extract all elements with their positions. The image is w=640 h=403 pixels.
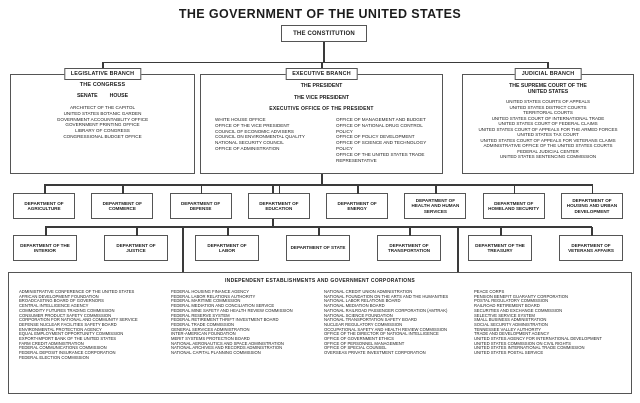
judicial-court-item: FEDERAL JUDICIAL CENTER xyxy=(517,148,579,154)
agency-item: FEDERAL LABOR RELATIONS AUTHORITY xyxy=(171,293,256,299)
independent-agencies-column-1 xyxy=(19,290,138,361)
connector-line xyxy=(44,184,593,186)
judicial-court-item: UNITED STATES SENTENCING COMMISSION xyxy=(499,154,597,159)
independent-agencies-column-3 xyxy=(324,290,448,356)
department-box: DEPARTMENT OF COMMERCE xyxy=(91,193,153,219)
judicial-court-item: UNITED STATES TAX COURT xyxy=(517,132,579,137)
department-box: DEPARTMENT OF JUSTICE xyxy=(104,235,168,261)
agency-item: PENSION BENEFIT GUARANTY CORPORATION xyxy=(474,293,568,299)
connector-line xyxy=(321,174,323,184)
agency-item: NATIONAL RAILROAD PASSENGER CORPORATION (AMTRAK) xyxy=(324,307,448,313)
congress-heading: THE CONGRESS xyxy=(79,82,126,88)
department-box: DEPARTMENT OF LABOR xyxy=(195,235,259,261)
agency-item: MERIT SYSTEMS PROTECTION BOARD xyxy=(171,336,250,342)
executive-office-columns xyxy=(201,112,442,163)
judicial-court-list xyxy=(463,99,633,160)
independent-agencies-heading: INDEPENDENT ESTABLISHMENTS AND GOVERNMENT CORPORATIONS xyxy=(224,278,415,284)
executive-office-item: COUNCIL ON ENVIRONMENTAL QUALITY xyxy=(215,134,305,140)
vice-president-heading: THE VICE PRESIDENT xyxy=(293,95,350,101)
department-box: DEPARTMENT OF HOMELAND SECURITY xyxy=(483,193,545,219)
agency-item: POSTAL REGULATORY COMMISSION xyxy=(474,298,549,304)
senate-label: SENATE xyxy=(76,93,98,99)
agency-item: PEACE CORPS xyxy=(474,289,505,294)
department-box: DEPARTMENT OF THE INTERIOR xyxy=(13,235,77,261)
agency-item: DEFENSE NUCLEAR FACILITIES SAFETY BOARD xyxy=(19,321,117,327)
judicial-court-item: UNITED STATES COURT OF FEDERAL CLAIMS xyxy=(498,121,598,126)
agency-item: SOCIAL SECURITY ADMINISTRATION xyxy=(474,321,548,327)
agency-item: NATIONAL MEDIATION BOARD xyxy=(324,303,385,309)
agency-item: TRADE AND DEVELOPMENT AGENCY xyxy=(474,331,550,337)
executive-office-item: COUNCIL OF ECONOMIC ADVISERS xyxy=(215,128,294,134)
executive-office-item: OFFICE OF SCIENCE AND TECHNOLOGY POLICY xyxy=(336,140,427,151)
department-box: DEPARTMENT OF HOUSING AND URBAN DEVELOPMENT xyxy=(561,193,623,219)
judicial-court-item: UNITED STATES COURT OF INTERNATIONAL TRADE xyxy=(491,115,605,121)
independent-agencies-column-4 xyxy=(474,290,602,356)
agency-item: INTER-AMERICAN FOUNDATION xyxy=(171,331,236,337)
department-box: DEPARTMENT OF VETERANS AFFAIRS xyxy=(559,235,623,261)
connector-line xyxy=(102,62,548,64)
agency-item: FEDERAL ELECTION COMMISSION xyxy=(19,354,89,360)
agency-item: UNITED STATES AGENCY FOR INTERNATIONAL DEVELOPMENT xyxy=(474,336,602,342)
executive-office-right-column xyxy=(336,117,430,163)
agency-item: TENNESSEE VALLEY AUTHORITY xyxy=(474,326,542,332)
judicial-court-item: ADMINISTRATIVE OFFICE OF THE UNITED STATES COURTS xyxy=(483,143,613,148)
agency-item: OFFICE OF GOVERNMENT ETHICS xyxy=(324,336,394,342)
department-box: DEPARTMENT OF STATE xyxy=(286,235,350,261)
agency-item: SECURITIES AND EXCHANGE COMMISSION xyxy=(474,307,563,313)
agency-item: FEDERAL MINE SAFETY AND HEALTH REVIEW COMMISSION xyxy=(171,307,293,313)
agency-item: CONSUMER PRODUCT SAFETY COMMISSION xyxy=(19,312,112,318)
eop-heading: EXECUTIVE OFFICE OF THE PRESIDENT xyxy=(269,106,374,112)
agency-item: NATIONAL CAPITAL PLANNING COMMISSION xyxy=(171,350,261,356)
agency-item: SELECTIVE SERVICE SYSTEM xyxy=(474,312,535,318)
agency-item: FEDERAL MARITIME COMMISSION xyxy=(171,298,241,304)
agency-item: OVERSEAS PRIVATE INVESTMENT CORPORATION xyxy=(324,350,426,356)
agency-item: ADMINISTRATIVE CONFERENCE OF THE UNITED STATES xyxy=(19,289,135,294)
agency-item: ENVIRONMENTAL PROTECTION AGENCY xyxy=(19,326,102,332)
agency-item: FARM CREDIT ADMINISTRATION xyxy=(19,340,84,346)
agency-item: AFRICAN DEVELOPMENT FOUNDATION xyxy=(19,293,99,299)
constitution-box: THE CONSTITUTION xyxy=(281,25,367,42)
agency-item: SMALL BUSINESS ADMINISTRATION xyxy=(474,317,547,323)
legislative-agency-item: ARCHITECT OF THE CAPITOL xyxy=(69,105,136,110)
legislative-agency-list xyxy=(11,105,194,140)
legislative-agency-item: CONGRESSIONAL BUDGET OFFICE xyxy=(63,133,142,139)
agency-item: UNITED STATES COMMISSION ON CIVIL RIGHTS xyxy=(474,340,571,346)
judicial-court-item: UNITED STATES COURT OF APPEALS FOR VETERANS CLAIMS xyxy=(480,137,616,143)
executive-office-item: OFFICE OF THE UNITED STATES TRADE REPRESENTATIVE xyxy=(336,151,425,163)
agency-item: NATIONAL TRANSPORTATION SAFETY BOARD xyxy=(324,317,417,323)
page-title: THE GOVERNMENT OF THE UNITED STATES xyxy=(178,7,462,21)
agency-item: FEDERAL TRADE COMMISSION xyxy=(171,321,235,327)
connector-line xyxy=(323,42,325,62)
agency-item: NUCLEAR REGULATORY COMMISSION xyxy=(324,321,403,327)
legislative-branch-label: LEGISLATIVE BRANCH xyxy=(64,68,141,80)
agency-item: EQUAL EMPLOYMENT OPPORTUNITY COMMISSION xyxy=(19,331,124,337)
agency-item: CENTRAL INTELLIGENCE AGENCY xyxy=(19,303,89,309)
judicial-court-item: UNITED STATES DISTRICT COURTS xyxy=(509,104,587,110)
agency-item: RAILROAD RETIREMENT BOARD xyxy=(474,303,540,309)
judicial-court-item: UNITED STATES COURTS OF APPEALS xyxy=(505,99,591,104)
judicial-branch-box xyxy=(462,71,634,174)
independent-agencies-box xyxy=(8,272,632,394)
legislative-branch-box xyxy=(10,71,195,174)
agency-item: NATIONAL SCIENCE FOUNDATION xyxy=(324,312,393,318)
agency-item: NATIONAL ARCHIVES AND RECORDS ADMINISTRATION xyxy=(171,345,283,351)
agency-item: FEDERAL MEDIATION AND CONCILIATION SERVICE xyxy=(171,303,275,309)
department-box: DEPARTMENT OF THE TREASURY xyxy=(468,235,532,261)
department-box: DEPARTMENT OF TRANSPORTATION xyxy=(377,235,441,261)
agency-item: OFFICE OF THE DIRECTOR OF NATIONAL INTELLIGENCE xyxy=(324,331,439,337)
judicial-court-item: UNITED STATES COURT OF APPEALS FOR THE ARMED FORCES xyxy=(478,126,618,132)
agency-item: FEDERAL HOUSING FINANCE AGENCY xyxy=(171,289,250,294)
supreme-court-heading: THE SUPREME COURT OF THE UNITED STATES xyxy=(509,83,587,95)
agency-item: UNITED STATES INTERNATIONAL TRADE COMMISSION xyxy=(474,345,585,351)
agency-item: NATIONAL CREDIT UNION ADMINISTRATION xyxy=(324,289,413,294)
agency-item: OCCUPATIONAL SAFETY AND HEALTH REVIEW COMMISSION xyxy=(324,326,448,332)
judicial-court-item: TERRITORIAL COURTS xyxy=(523,110,573,115)
independent-agencies-column-2 xyxy=(171,290,293,356)
executive-branch-box xyxy=(200,71,443,174)
department-box: DEPARTMENT OF DEFENSE xyxy=(170,193,232,219)
agency-item: BROADCASTING BOARD OF GOVERNORS xyxy=(19,298,104,304)
executive-office-item: WHITE HOUSE OFFICE xyxy=(215,117,266,122)
executive-office-item: OFFICE OF NATIONAL DRUG CONTROL POLICY xyxy=(336,122,423,134)
agency-item: CORPORATION FOR NATIONAL AND COMMUNITY SERVICE xyxy=(19,317,138,323)
legislative-agency-item: GOVERNMENT PRINTING OFFICE xyxy=(65,122,140,128)
agency-item: OFFICE OF PERSONNEL MANAGEMENT xyxy=(324,340,405,346)
executive-office-item: OFFICE OF ADMINISTRATION xyxy=(215,145,280,151)
president-heading: THE PRESIDENT xyxy=(300,83,343,89)
department-row-1 xyxy=(13,193,623,219)
agency-item: GENERAL SERVICES ADMINISTRATION xyxy=(171,326,250,332)
agency-item: UNITED STATES POSTAL SERVICE xyxy=(474,350,544,356)
executive-office-item: OFFICE OF MANAGEMENT AND BUDGET xyxy=(336,117,426,122)
executive-office-item: NATIONAL SECURITY COUNCIL xyxy=(215,140,284,146)
executive-office-left-column xyxy=(215,117,305,163)
agency-item: NATIONAL FOUNDATION ON THE ARTS AND THE HUMANITIES xyxy=(324,293,449,299)
house-label: HOUSE xyxy=(109,93,129,99)
department-box: DEPARTMENT OF AGRICULTURE xyxy=(13,193,75,219)
department-box: DEPARTMENT OF EDUCATION xyxy=(248,193,310,219)
department-box: DEPARTMENT OF HEALTH AND HUMAN SERVICES xyxy=(404,193,466,219)
executive-branch-label: EXECUTIVE BRANCH xyxy=(285,68,358,80)
judicial-branch-label: JUDICIAL BRANCH xyxy=(515,68,582,80)
agency-item: EXPORT-IMPORT BANK OF THE UNITED STATES xyxy=(19,336,117,342)
legislative-agency-item: UNITED STATES BOTANIC GARDEN xyxy=(63,110,142,116)
agency-item: OFFICE OF SPECIAL COUNSEL xyxy=(324,345,387,351)
agency-item: FEDERAL RESERVE SYSTEM xyxy=(171,312,230,318)
legislative-agency-item: GOVERNMENT ACCOUNTABILITY OFFICE xyxy=(56,116,149,122)
executive-office-item: OFFICE OF THE VICE PRESIDENT xyxy=(215,122,290,128)
department-box: DEPARTMENT OF ENERGY xyxy=(326,193,388,219)
legislative-agency-item: LIBRARY OF CONGRESS xyxy=(75,128,130,134)
agency-item: NATIONAL AERONAUTICS AND SPACE ADMINISTRATION xyxy=(171,340,284,346)
department-row-2 xyxy=(13,235,623,261)
agency-item: NATIONAL LABOR RELATIONS BOARD xyxy=(324,298,401,304)
agency-item: COMMODITY FUTURES TRADING COMMISSION xyxy=(19,307,115,313)
agency-item: FEDERAL RETIREMENT THRIFT INVESTMENT BOARD xyxy=(171,317,279,323)
executive-office-item: OFFICE OF POLICY DEVELOPMENT xyxy=(336,134,415,140)
senate-house-row xyxy=(11,93,194,99)
agency-item: FEDERAL COMMUNICATIONS COMMISSION xyxy=(19,345,107,351)
agency-item: FEDERAL DEPOSIT INSURANCE CORPORATION xyxy=(19,350,116,356)
